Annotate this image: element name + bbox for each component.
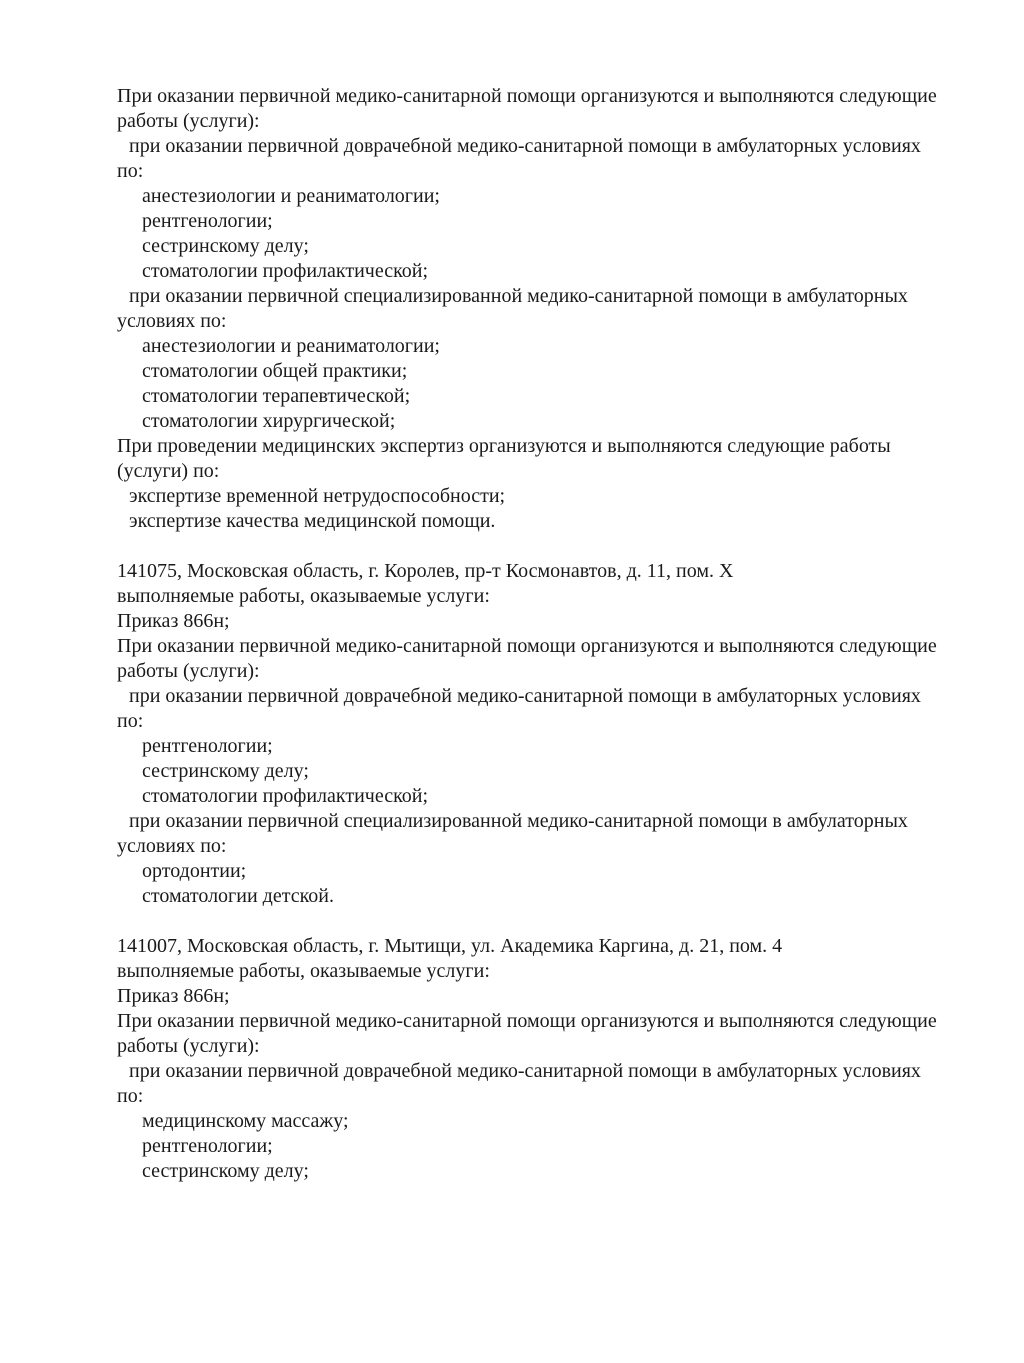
document-line: рентгенологии; [142,210,273,232]
document-line: При оказании первичной медико-санитарной помощи организуются и выполняются следующие [117,85,937,107]
document-line: по: [117,1085,144,1107]
document-line: экспертизе временной нетрудоспособности; [129,485,506,507]
document-line: работы (услуги): [117,660,260,682]
document-line: по: [117,160,144,182]
document-line: выполняемые работы, оказываемые услуги: [117,585,490,607]
document-line: медицинскому массажу; [142,1110,349,1132]
document-line: анестезиологии и реаниматологии; [142,185,440,207]
document-line: при оказании первичной доврачебной медико-санитарной помощи в амбулаторных условиях [129,135,921,157]
document-line: работы (услуги): [117,1035,260,1057]
document-line: рентгенологии; [142,1135,273,1157]
document-line: при оказании первичной специализированной медико-санитарной помощи в амбулаторных [129,810,908,832]
document-line: стоматологии профилактической; [142,260,429,282]
license-works-section-3 [117,934,984,1184]
document-line: условиях по: [117,310,227,332]
document-line: При оказании первичной медико-санитарной помощи организуются и выполняются следующие [117,635,937,657]
document-line: сестринскому делу; [142,235,309,257]
document-line: выполняемые работы, оказываемые услуги: [117,960,490,982]
document-line: стоматологии общей практики; [142,360,408,382]
license-works-section-1 [117,84,984,534]
document-line: стоматологии профилактической; [142,785,429,807]
document-line: сестринскому делу; [142,760,309,782]
document-line: при оказании первичной доврачебной медико-санитарной помощи в амбулаторных условиях [129,685,921,707]
document-line: (услуги) по: [117,460,220,482]
document-line: сестринскому делу; [142,1160,309,1182]
document-line: стоматологии терапевтической; [142,385,411,407]
document-line: по: [117,710,144,732]
address-line: 141007, Московская область, г. Мытищи, ул. Академика Каргина, д. 21, пом. 4 [117,935,783,957]
document-line: условиях по: [117,835,227,857]
document-line: анестезиологии и реаниматологии; [142,335,440,357]
document-line: стоматологии детской. [142,885,334,907]
document-line: Приказ 866н; [117,610,230,632]
document-text [117,84,984,1184]
document-line: При проведении медицинских экспертиз организуются и выполняются следующие работы [117,435,891,457]
license-works-section-2 [117,559,984,909]
document-line: Приказ 866н; [117,985,230,1007]
address-line: 141075, Московская область, г. Королев, пр-т Космонавтов, д. 11, пом. X [117,560,734,582]
document-line: работы (услуги): [117,110,260,132]
document-line: при оказании первичной доврачебной медико-санитарной помощи в амбулаторных условиях [129,1060,921,1082]
document-line: ортодонтии; [142,860,247,882]
document-line: стоматологии хирургической; [142,410,396,432]
document-line: рентгенологии; [142,735,273,757]
document-line: экспертизе качества медицинской помощи. [129,510,496,532]
document-line: при оказании первичной специализированной медико-санитарной помощи в амбулаторных [129,285,908,307]
document-line: При оказании первичной медико-санитарной помощи организуются и выполняются следующие [117,1010,937,1032]
